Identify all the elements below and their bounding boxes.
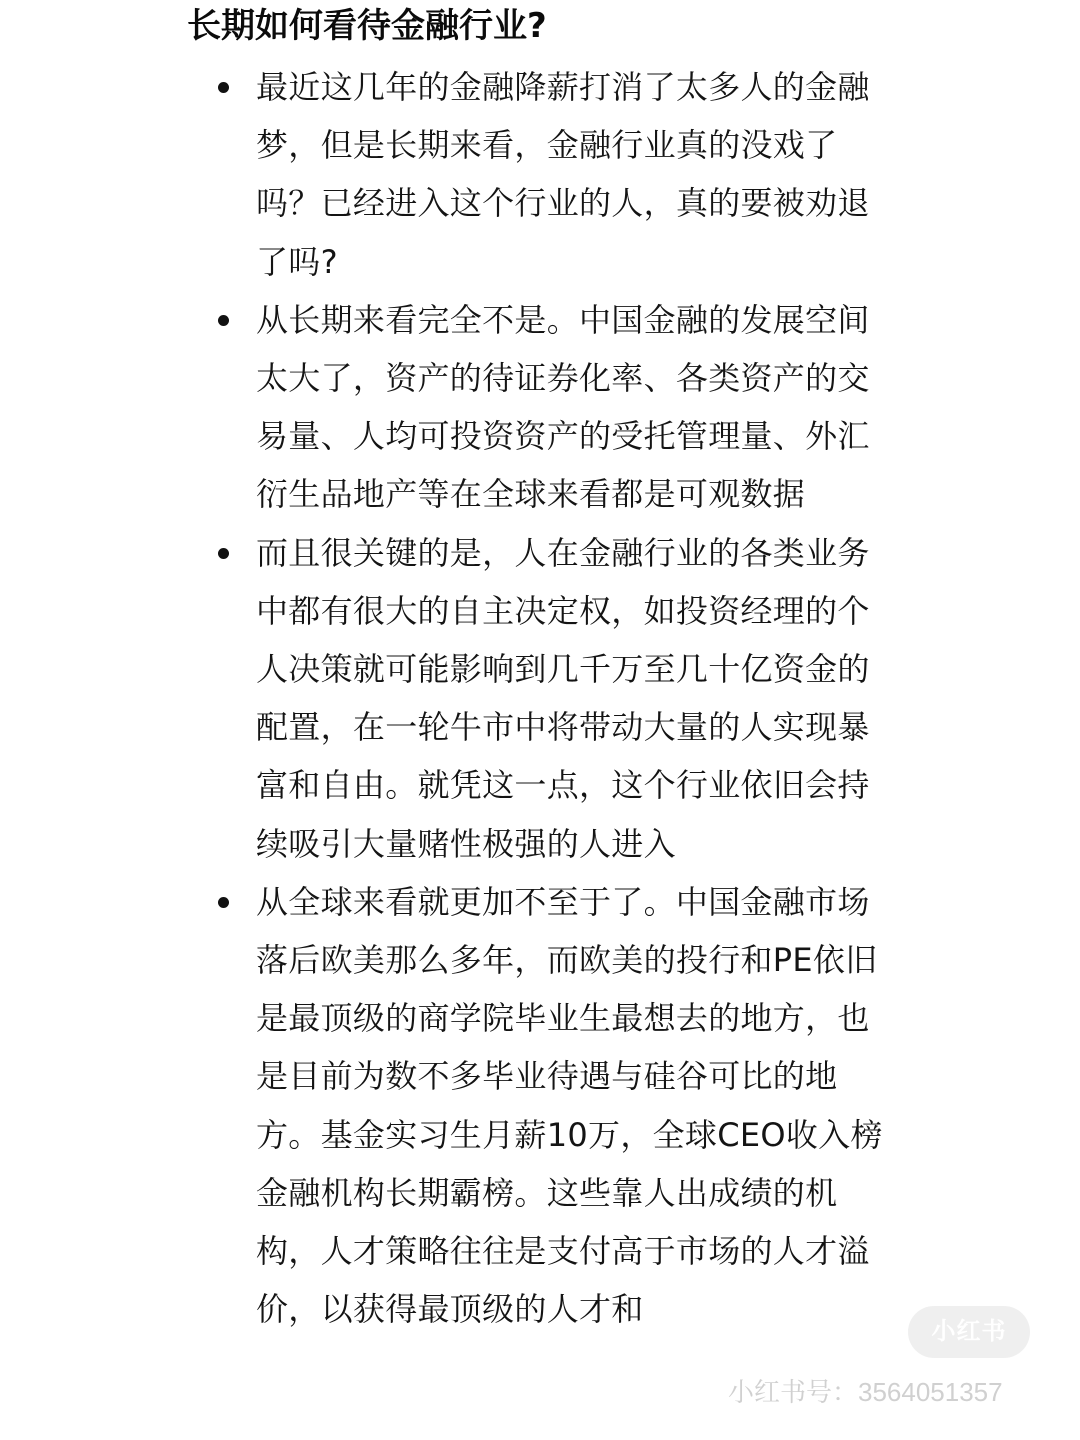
bullet-list <box>187 58 907 1338</box>
bullet-dot-icon <box>218 82 229 93</box>
bullet-dot-icon <box>218 315 229 326</box>
bullet-dot-icon <box>218 897 229 908</box>
bullet-item <box>187 58 907 291</box>
bullet-text: 从全球来看就更加不至于了。中国金融市场落后欧美那么多年，而欧美的投行和PE依旧是最顶级的商学院毕业生最想去的地方，也是目前为数不多毕业待遇与硅谷可比的地方。基金实习生月薪10万，全球CEO收入榜金融机构长期霸榜。这些靠人出成绩的机构，人才策略往往是支付高于市场的人才溢价，以获得最顶级的人才和 <box>256 882 883 1329</box>
bullet-dot-icon <box>218 548 229 559</box>
xiaohongshu-id-watermark: 小红书号：3564051357 <box>728 1377 1003 1407</box>
bullet-text: 从长期来看完全不是。中国金融的发展空间太大了，资产的待证券化率、各类资产的交易量、人均可投资资产的受托管理量、外汇衍生品地产等在全球来看都是可观数据 <box>256 300 870 514</box>
bullet-item <box>187 291 907 524</box>
bullet-text: 最近这几年的金融降薪打消了太多人的金融梦，但是长期来看，金融行业真的没戏了吗？已经进入这个行业的人，真的要被劝退了吗? <box>256 68 870 281</box>
bullet-item <box>187 873 907 1339</box>
page-title: 长期如何看待金融行业? <box>187 6 547 46</box>
xiaohongshu-logo-watermark: 小红书 <box>908 1306 1030 1358</box>
bullet-text: 而且很关键的是，人在金融行业的各类业务中都有很大的自主决定权，如投资经理的个人决策就可能影响到几千万至几十亿资金的配置，在一轮牛市中将带动大量的人实现暴富和自由。就凭这一点，这个行业依旧会持续吸引大量赌性极强的人进入 <box>256 533 870 863</box>
bullet-item <box>187 524 907 873</box>
